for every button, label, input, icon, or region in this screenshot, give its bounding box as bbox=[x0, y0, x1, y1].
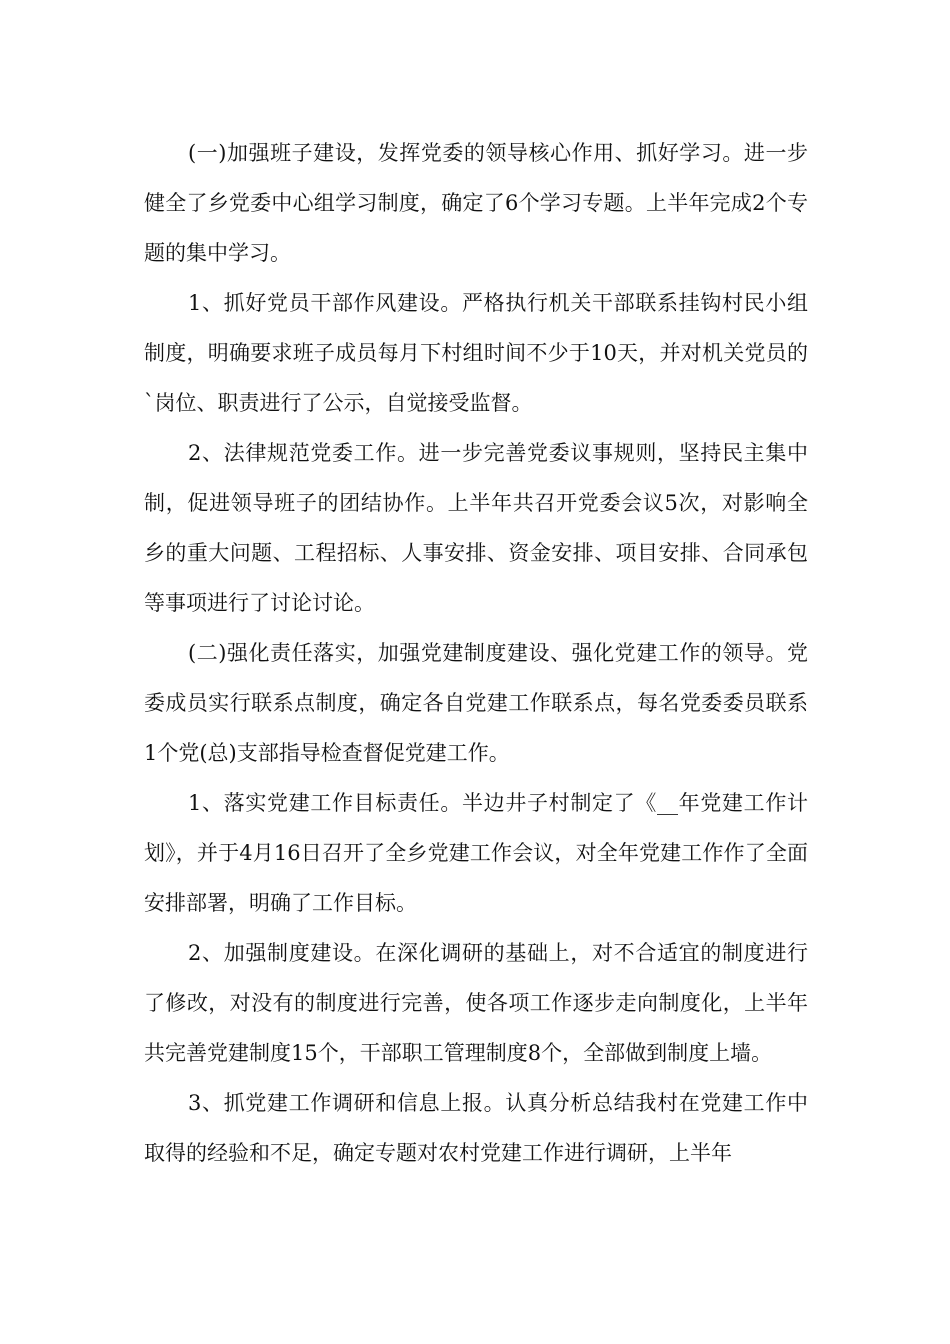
paragraph-item-1-1: 1、抓好党员干部作风建设。严格执行机关干部联系挂钩村民小组制度，明确要求班子成员每月下村组时间不少于10天，并对机关党员的`岗位、职责进行了公示，自觉接受监督。 bbox=[144, 291, 808, 415]
paragraph-item-2-2: 2、加强制度建设。在深化调研的基础上，对不合适宜的制度进行了修改，对没有的制度进行完善，使各项工作逐步走向制度化，上半年共完善党建制度15个，干部职工管理制度8个，全部做到制度上墙。 bbox=[144, 941, 808, 1065]
paragraph-item-2-3: 3、抓党建工作调研和信息上报。认真分析总结我村在党建工作中取得的经验和不足，确定专题对农村党建工作进行调研，上半年 bbox=[144, 1091, 808, 1165]
document-body bbox=[144, 128, 808, 1178]
paragraph-item-1-2: 2、法律规范党委工作。进一步完善党委议事规则，坚持民主集中制，促进领导班子的团结协作。上半年共召开党委会议5次，对影响全乡的重大问题、工程招标、人事安排、资金安排、项目安排、合同承包等事项进行了讨论讨论。 bbox=[144, 441, 808, 615]
paragraph-section-1: (一)加强班子建设，发挥党委的领导核心作用、抓好学习。进一步健全了乡党委中心组学习制度，确定了6个学习专题。上半年完成2个专题的集中学习。 bbox=[144, 141, 808, 265]
paragraph-section-2: (二)强化责任落实，加强党建制度建设、强化党建工作的领导。党委成员实行联系点制度，确定各自党建工作联系点，每名党委委员联系1个党(总)支部指导检查督促党建工作。 bbox=[144, 641, 808, 765]
paragraph-item-2-1: 1、落实党建工作目标责任。半边井子村制定了《__年党建工作计划》，并于4月16日召开了全乡党建工作会议，对全年党建工作作了全面安排部署，明确了工作目标。 bbox=[144, 791, 808, 915]
